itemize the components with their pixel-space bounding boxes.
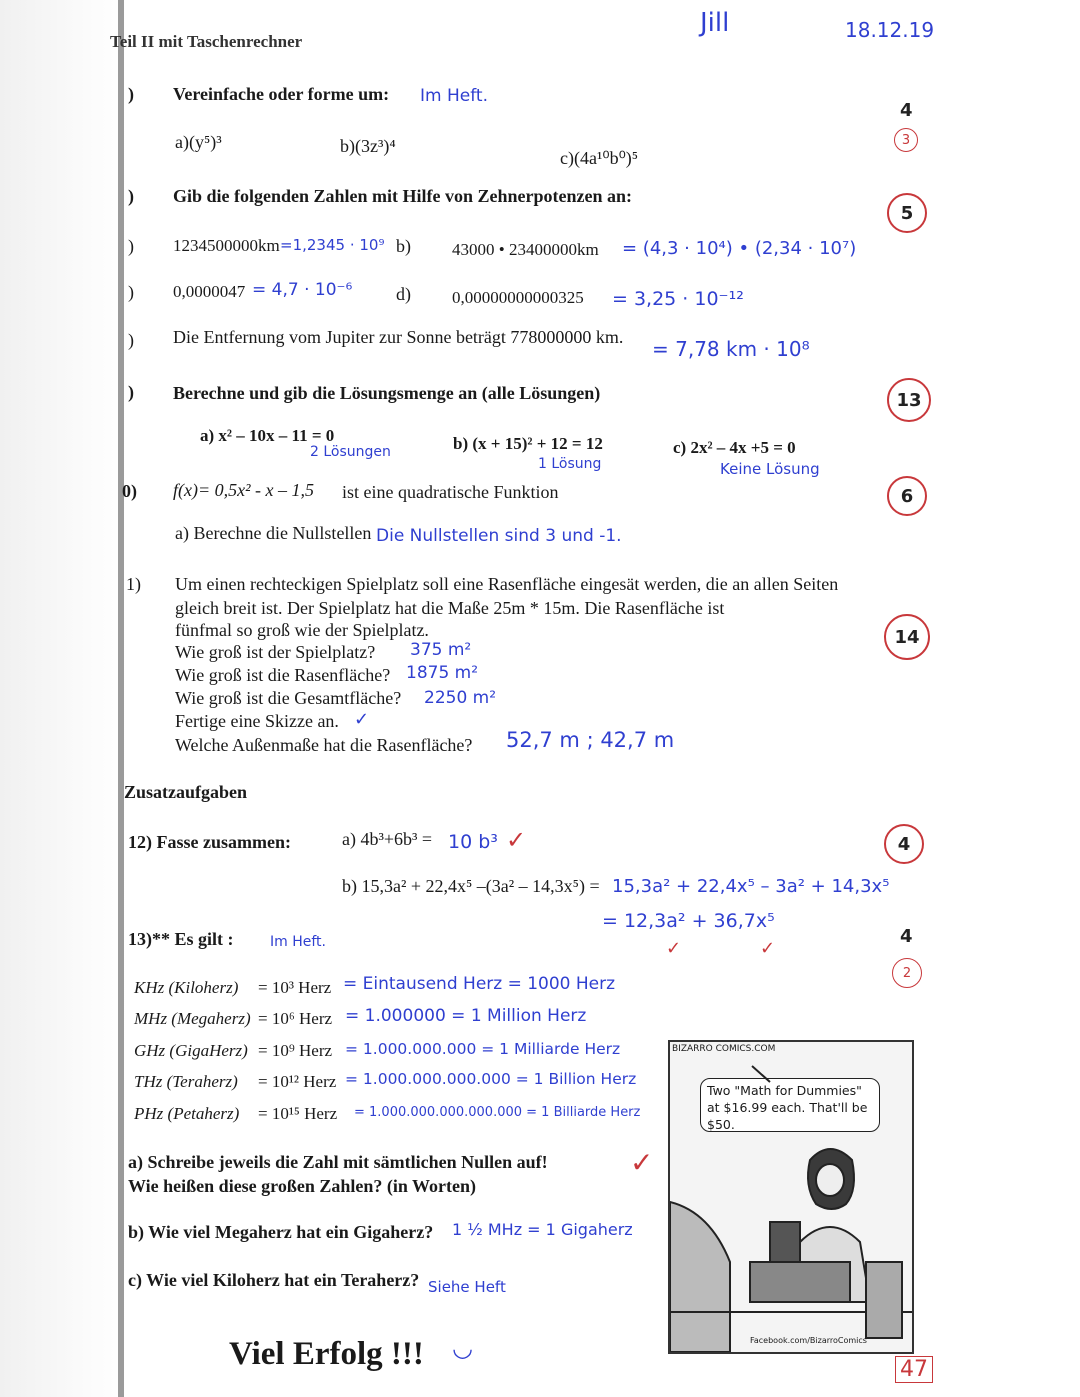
cartoon-drawing [670,1042,912,1352]
task8-d-answer: = 3,25 · 10⁻¹² [612,288,744,310]
unit-answer: = Eintausend Herz = 1000 Herz [343,974,616,994]
task13-qa1: a) Schreibe jeweils die Zahl mit sämtlichen Nullen auf! [128,1152,548,1172]
task11-q5: Welche Außenmaße hat die Rasenfläche? [175,735,473,755]
task-number: 0) [122,481,137,501]
task13-qc: c) Wie viel Kiloherz hat ein Teraherz? [128,1270,420,1290]
task8-d-question: 0,00000000000325 [452,288,584,307]
task11-a5: 52,7 m ; 42,7 m [506,728,675,752]
task12-b-answer1: 15,3a² + 22,4x⁵ – 3a² + 14,3x⁵ [612,876,890,897]
check-icon: ✓ [760,938,776,959]
task8-c-question: 0,0000047 [173,282,246,301]
task10-text: ist eine quadratische Funktion [342,482,559,502]
score-circle: 2 [892,958,922,988]
unit-name: GHz (GigaHerz) [134,1041,248,1060]
task12-label: 12) Fasse zusammen: [128,832,291,852]
cartoon-image [668,1040,914,1354]
unit-answer: = 1.000.000.000 = 1 Milliarde Herz [345,1040,621,1058]
task8-e-answer: = 7,78 km · 10⁸ [652,337,810,361]
task7-b: b)(3z³)⁴ [340,136,396,156]
check-icon: ✓ [506,826,527,854]
total-score: 47 [895,1356,933,1383]
task8-e-question: Die Entfernung vom Jupiter zur Sonne beträgt 778000000 km. [173,327,624,347]
task8-b-answer: = (4,3 · 10⁴) • (2,34 · 10⁷) [622,238,857,259]
student-name: Jill [700,8,730,38]
unit-answer: = 1.000000 = 1 Million Herz [345,1006,587,1026]
task7-note: Im Heft. [420,86,488,106]
task-number: ) [128,84,134,104]
cartoon-speech-bubble: Two "Math for Dummies" at $16.99 each. That'll be $50. [700,1078,880,1132]
task-number: ) [128,330,134,350]
task11-line2: gleich breit ist. Der Spielplatz hat die Maße 25m * 15m. Die Rasenfläche ist [175,598,725,618]
unit-name: PHz (Petaherz) [134,1104,240,1123]
task9-b: b) (x + 15)² + 12 = 12 [453,434,603,453]
cartoon-credit-top: BIZARRO COMICS.COM [672,1044,776,1054]
task8-a-answer: =1,2345 · 10⁹ [280,236,385,254]
task11-q2: Wie groß ist die Rasenfläche? [175,665,391,685]
task9-c: c) 2x² – 4x +5 = 0 [673,438,796,457]
page-title: Teil II mit Taschenrechner [110,32,303,51]
score-circle: 5 [887,193,927,233]
task11-q1: Wie groß ist der Spielplatz? [175,642,376,662]
page-fold-shadow [0,0,128,1397]
check-icon: ✓ [354,709,370,730]
task-number: ) [128,382,134,402]
task9-b-answer: 1 Lösung [538,456,602,472]
task10-function: f(x)= 0,5x² - x – 1,5 [173,480,314,500]
unit-power: = 10⁹ Herz [258,1041,333,1060]
unit-power: = 10¹² Herz [258,1072,337,1091]
task13-qb: b) Wie viel Megaherz hat ein Gigaherz? [128,1222,434,1242]
score-top: 4 [900,926,913,947]
good-luck: Viel Erfolg !!! [229,1336,424,1372]
check-icon: ✓ [666,938,682,959]
unit-answer: = 1.000.000.000.000 = 1 Billion Herz [345,1070,637,1088]
task8-b-label: b) [396,236,411,256]
task11-line3: fünfmal so groß wie der Spielplatz. [175,620,429,640]
zusatz-heading: Zusatzaufgaben [124,782,248,802]
task13-qc-answer: Siehe Heft [428,1278,506,1296]
task7-prompt: Vereinfache oder forme um: [173,84,390,104]
task10-a-answer: Die Nullstellen sind 3 und -1. [376,526,622,546]
score-top: 4 [900,100,913,121]
task11-q4: Fertige eine Skizze an. [175,711,339,731]
task-number: ) [128,236,134,256]
task11-q3: Wie groß ist die Gesamtfläche? [175,688,402,708]
task7-c: c)(4a¹⁰b⁰)⁵ [560,148,639,168]
score-circle: 6 [887,476,927,516]
cartoon-credit-bottom: Facebook.com/BizarroComics [750,1336,867,1345]
task11-a2: 1875 m² [406,663,479,683]
task11-a1: 375 m² [410,640,472,660]
task8-prompt: Gib die folgenden Zahlen mit Hilfe von Zehnerpotenzen an: [173,186,633,206]
task13-qa2: Wie heißen diese großen Zahlen? (in Worten) [128,1176,477,1196]
task13-qb-answer: 1 ½ MHz = 1 Gigaherz [452,1220,633,1239]
task9-a-answer: 2 Lösungen [310,444,391,460]
task11-line1: Um einen rechteckigen Spielplatz soll eine Rasenfläche eingesät werden, die an allen Seiten [175,574,839,594]
task12-b-answer2: = 12,3a² + 36,7x⁵ [602,910,775,932]
task12-a-answer: 10 b³ [448,831,498,853]
task7-a: a)(y⁵)³ [175,132,222,152]
check-icon: ✓ [630,1146,654,1179]
task11-a3: 2250 m² [424,688,497,708]
task-number: 1) [126,574,141,594]
task8-c-answer: = 4,7 · 10⁻⁶ [252,280,353,300]
unit-name: THz (Teraherz) [134,1072,238,1091]
task-number: ) [128,282,134,302]
task8-d-label: d) [396,284,411,304]
task13-label: 13)** Es gilt : [128,929,234,949]
unit-name: MHz (Megaherz) [134,1009,251,1028]
score-circle: 4 [884,824,924,864]
smiley-icon: ◡ [452,1334,473,1362]
score-circle: 14 [884,614,930,660]
unit-answer: = 1.000.000.000.000.000 = 1 Billiarde Herz [354,1105,641,1120]
page-edge [118,0,124,1397]
task13-note: Im Heft. [270,934,326,950]
task-number: ) [128,186,134,206]
score-circle: 3 [894,128,918,152]
task8-a-question: 1234500000km [173,236,280,255]
task9-a: a) x² – 10x – 11 = 0 [200,426,335,445]
task12-a: a) 4b³+6b³ = [342,829,433,849]
task10-a: a) Berechne die Nullstellen [175,523,372,543]
task8-b-question: 43000 • 23400000km [452,240,599,259]
exam-date: 18.12.19 [845,18,935,42]
unit-power: = 10⁶ Herz [258,1009,333,1028]
unit-power: = 10¹⁵ Herz [258,1104,338,1123]
score-circle: 13 [887,378,931,422]
unit-name: KHz (Kiloherz) [134,978,239,997]
unit-power: = 10³ Herz [258,978,332,997]
task9-prompt: Berechne und gib die Lösungsmenge an (alle Lösungen) [173,383,601,403]
task9-c-answer: Keine Lösung [720,460,820,478]
task12-b: b) 15,3a² + 22,4x⁵ –(3a² – 14,3x⁵) = [342,876,600,896]
